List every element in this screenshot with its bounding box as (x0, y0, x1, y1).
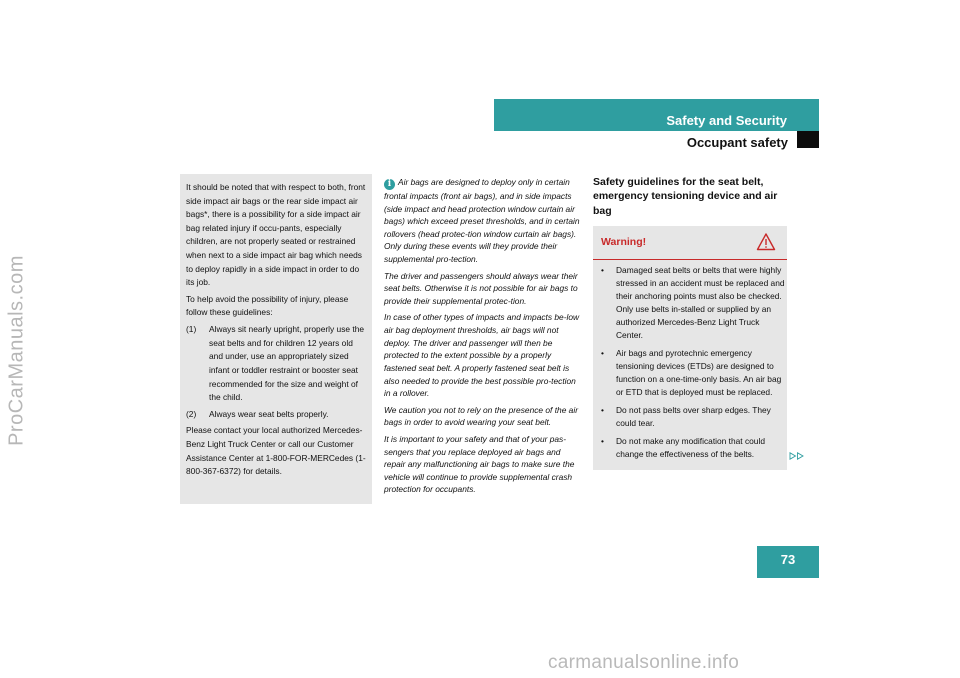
section-title: Safety and Security (666, 113, 787, 128)
guideline-number: (2) (186, 408, 197, 419)
side-impact-note-box (180, 174, 372, 504)
guideline-item (186, 323, 366, 405)
page-number-box (757, 546, 819, 578)
warning-text: Damaged seat belts or belts that were highly stressed in an accident must be replaced and their anchoring points must also be checked. Only use belts in-stalled or supplied by an authorized Mercedes-Benz Light Truck Center. (616, 265, 785, 341)
side-watermark-text: ProCarManuals.com (5, 255, 28, 446)
warning-item (601, 435, 785, 461)
guideline-item (186, 408, 366, 422)
info-paragraph: We caution you not to rely on the presence of the air bags in order to avoid wearing your seat belt. (384, 404, 578, 428)
bullet: • (601, 348, 604, 359)
page-number: 73 (780, 552, 796, 567)
warning-text: Do not make any modification that could change the effectiveness of the belts. (616, 436, 765, 460)
header-bar (494, 99, 819, 131)
bullet: • (601, 265, 604, 275)
subsection-title: Occupant safety (686, 135, 788, 150)
header-marker (797, 131, 819, 148)
note-paragraph-1: It should be noted that with respect to both, front side impact air bags or the rear side impact air bags*, there is a possibility for a side impact air bag related injury if occu-pants, especially children, are not properly seated or restrained when next to a side impact air bag which needs to deploy rapidly in a side impact in order to do its job. (186, 182, 366, 288)
note-paragraph-3: Please contact your local authorized Mercedes-Benz Light Truck Center or call our Customer Assistance Center at 1-800-FOR-MERCedes (1-800-367-6372) for details. (186, 425, 366, 477)
warning-header (593, 226, 787, 260)
bullet: • (601, 436, 604, 447)
continue-arrows-icon (789, 452, 805, 460)
warning-title: Warning! (601, 236, 647, 248)
warning-triangle-icon (756, 232, 776, 252)
side-watermark (4, 0, 32, 678)
bullet: • (601, 405, 604, 416)
subsection-header (494, 131, 794, 153)
info-icon: i (384, 179, 395, 190)
warning-text: Do not pass belts over sharp edges. They could tear. (616, 405, 771, 429)
warning-text: Air bags and pyrotechnic emergency tensioning devices (ETDs) are designed to function on a one-time-only basis. An air bag or ETD that is deployed must be replaced. (616, 348, 782, 398)
info-text: Air bags are designed to deploy only in certain frontal impacts (front air bags), and in side impacts (side impact and head protection window curtain air bags) which exceed preset thresholds, and in certain rollovers (head protec-tion window curtain air bags). Only during these events will they provide their supplemental pro-tection. (384, 177, 580, 265)
warning-item (601, 347, 785, 399)
warning-item (601, 264, 785, 342)
guideline-text: Always wear seat belts properly. (209, 408, 329, 419)
warning-box (593, 226, 787, 470)
warning-item (601, 404, 785, 430)
info-column (384, 176, 583, 500)
safety-guidelines-heading: Safety guidelines for the seat belt, emergency tensioning device and air bag (593, 176, 778, 217)
info-paragraph (384, 176, 583, 266)
note-paragraph-2: To help avoid the possibility of injury, please follow these guidelines: (186, 293, 349, 318)
info-paragraph: The driver and passengers should always wear their seat belts. Otherwise it is not possible for air bags to provide their supplemental protec-tion. (384, 270, 578, 306)
info-paragraph: In case of other types of impacts and impacts be-low air bag deployment thresholds, air bags will not deploy. The driver and passenger will then be protected to the extent possible by a properly fastened seat belt. A properly fastened seat belt is also needed to provide the best possible pro-tection in a rollover. (384, 312, 580, 399)
guideline-number: (1) (186, 324, 197, 335)
bottom-watermark: carmanualsonline.info (548, 652, 740, 673)
warning-list (601, 264, 785, 466)
info-paragraph: It is important to your safety and that of your pas-sengers that you replace deployed air bags and repair any malfunctioning air bags to make sure the vehicle will continue to provide supplemental crash protection for occupants. (384, 433, 575, 495)
guideline-text: Always sit nearly upright, properly use the seat belts and for children 12 years old and under, use an appropriately sized infant or toddler restraint or booster seat recommended for the size and weight of the child. (209, 324, 365, 403)
